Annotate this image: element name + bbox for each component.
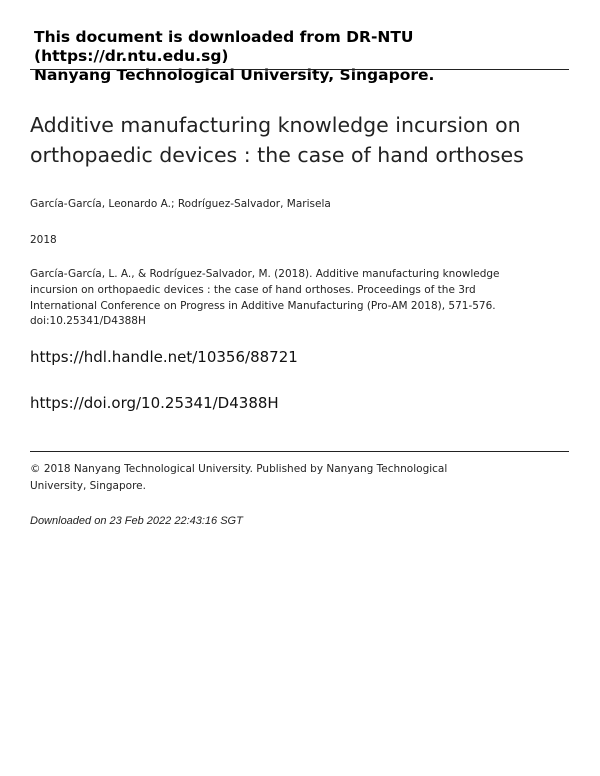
citation-text: García-García, L. A., & Rodríguez-Salvador, M. (2018). Additive manufacturing knowledge incursion on orthopaedic devices : the case of hand orthoses. Proceedings of the 3rd International Conference on Progress in Additive Manufacturing (Pro-AM 2018), 571-576. doi:10.25341/D4388H [30, 268, 500, 328]
repository-header [34, 28, 569, 85]
document-title: Additive manufacturing knowledge incursion on orthopaedic devices : the case of hand orthoses [30, 113, 524, 167]
document-authors: García-García, Leonardo A.; Rodríguez-Salvador, Marisela [30, 198, 331, 210]
publication-year: 2018 [30, 234, 57, 246]
footer-divider [30, 451, 569, 452]
copyright-notice: © 2018 Nanyang Technological University. Published by Nanyang Technological University, Singapore. [30, 463, 448, 492]
header-divider [30, 69, 569, 70]
download-timestamp: Downloaded on 23 Feb 2022 22:43:16 SGT [30, 515, 243, 527]
handle-link[interactable]: https://hdl.handle.net/10356/88721 [30, 348, 298, 366]
doi-link[interactable]: https://doi.org/10.25341/D4388H [30, 394, 279, 412]
header-institution-line: Nanyang Technological University, Singapore. [34, 66, 435, 84]
header-source-line: This document is downloaded from DR-NTU (https://dr.ntu.edu.sg) [34, 28, 414, 65]
